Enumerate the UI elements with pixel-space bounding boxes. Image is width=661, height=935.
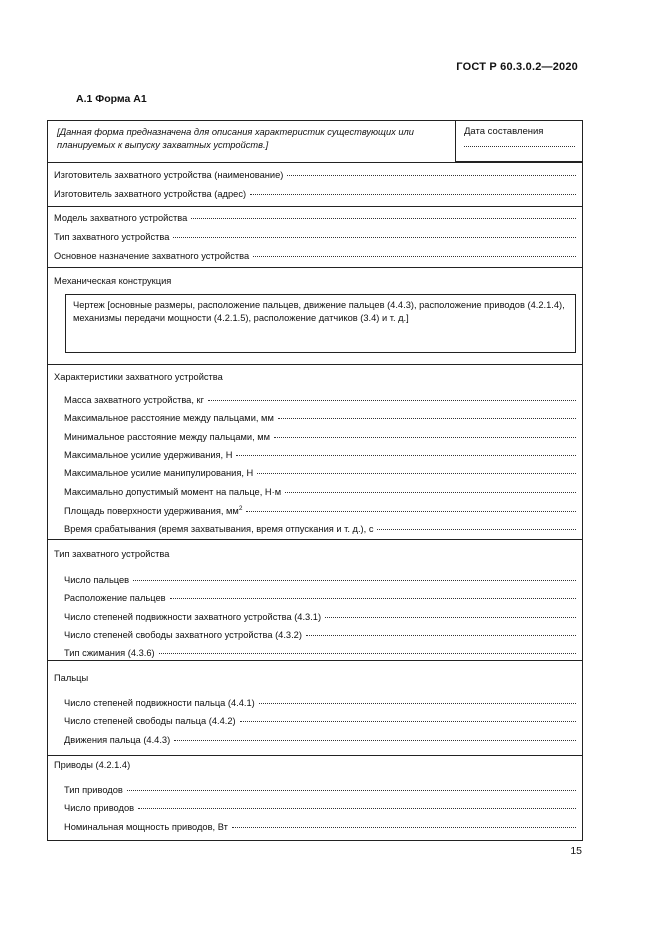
form-row-mass[interactable] xyxy=(64,395,576,405)
row-label: Число степеней свободы захватного устройства (4.3.2) xyxy=(64,630,302,640)
row-label: Максимально допустимый момент на пальце, Н·м xyxy=(64,487,282,497)
fill-line[interactable] xyxy=(170,598,576,599)
row-label: Тип приводов xyxy=(64,785,123,795)
form-row-finger-motion[interactable] xyxy=(64,735,576,745)
row-label: Изготовитель захватного устройства (наименование) xyxy=(54,170,284,180)
fill-line[interactable] xyxy=(173,237,576,238)
row-label: Расположение пальцев xyxy=(64,593,166,603)
form-row-holding-area[interactable] xyxy=(64,506,576,516)
section-title-fingers: Пальцы xyxy=(54,673,89,683)
row-label: Изготовитель захватного устройства (адрес) xyxy=(54,189,247,199)
form-row-manufacturer-name[interactable] xyxy=(54,170,576,180)
fill-line[interactable] xyxy=(191,218,576,219)
divider xyxy=(48,660,582,661)
fill-line[interactable] xyxy=(250,194,576,195)
form-row-model[interactable] xyxy=(54,213,576,223)
row-label xyxy=(64,506,244,516)
form-frame xyxy=(47,120,583,841)
section-title-drives: Приводы (4.2.1.4) xyxy=(54,760,131,770)
row-label: Номинальная мощность приводов, Вт xyxy=(64,822,228,832)
row-label: Число пальцев xyxy=(64,575,130,585)
fill-line[interactable] xyxy=(274,437,576,438)
divider xyxy=(48,267,582,268)
row-label: Максимальное усилие удерживания, Н xyxy=(64,450,233,460)
form-row-response-time[interactable] xyxy=(64,524,576,534)
fill-line[interactable] xyxy=(246,511,576,512)
section-title-gripper-type: Тип захватного устройства xyxy=(54,549,170,559)
form-row-drive-type[interactable] xyxy=(64,785,576,795)
drawing-instructions: Чертеж [основные размеры, расположение пальцев, движение пальцев (4.4.3), расположение приводов (4.2.1.4), механизмы передачи мощности (4.2.1.5), расположение датчиков (3.4) и т. д.] xyxy=(73,300,565,323)
fill-line[interactable] xyxy=(127,790,576,791)
row-label: Максимальное расстояние между пальцами, мм xyxy=(64,413,274,423)
divider xyxy=(48,206,582,207)
fill-line[interactable] xyxy=(174,740,576,741)
date-field[interactable] xyxy=(464,146,575,147)
row-label: Число степеней свободы пальца (4.4.2) xyxy=(64,716,236,726)
form-row-finger-arrangement[interactable] xyxy=(64,593,576,603)
form-row-finger-mobility[interactable] xyxy=(64,698,576,708)
form-row-finger-dof[interactable] xyxy=(64,716,576,726)
form-row-drive-count[interactable] xyxy=(64,803,576,813)
fill-line[interactable] xyxy=(133,580,576,581)
form-row-max-finger-torque[interactable] xyxy=(64,487,576,497)
section-title-mechanical: Механическая конструкция xyxy=(54,276,172,286)
form-row-gripper-mobility[interactable] xyxy=(64,612,576,622)
fill-line[interactable] xyxy=(240,721,576,722)
form-row-grip-type[interactable] xyxy=(64,648,576,658)
form-row-max-manipulation-force[interactable] xyxy=(64,468,576,478)
form-row-finger-count[interactable] xyxy=(64,575,576,585)
date-box xyxy=(455,120,583,162)
fill-line[interactable] xyxy=(325,617,576,618)
fill-line[interactable] xyxy=(236,455,576,456)
row-label: Масса захватного устройства, кг xyxy=(64,395,204,405)
form-title: А.1 Форма А1 xyxy=(76,93,147,105)
fill-line[interactable] xyxy=(259,703,576,704)
fill-line[interactable] xyxy=(285,492,576,493)
form-row-max-holding-force[interactable] xyxy=(64,450,576,460)
form-row-drive-power[interactable] xyxy=(64,822,576,832)
fill-line[interactable] xyxy=(232,827,576,828)
date-label: Дата составления xyxy=(464,126,544,137)
section-title-characteristics: Характеристики захватного устройства xyxy=(54,372,223,382)
form-note: [Данная форма предназначена для описания характеристик существующих или планируемых к выпуску захватных устройств.] xyxy=(57,127,414,150)
document-id: ГОСТ Р 60.3.0.2—2020 xyxy=(456,61,578,73)
row-label: Тип сжимания (4.3.6) xyxy=(64,648,155,658)
fill-line[interactable] xyxy=(253,256,576,257)
row-label: Число приводов xyxy=(64,803,135,813)
fill-line[interactable] xyxy=(287,175,576,176)
row-label: Минимальное расстояние между пальцами, мм xyxy=(64,432,271,442)
drawing-box[interactable] xyxy=(65,294,576,353)
form-row-gripper-dof[interactable] xyxy=(64,630,576,640)
row-label-text: Площадь поверхности удерживания, мм xyxy=(64,506,239,516)
divider xyxy=(48,162,582,163)
superscript: 2 xyxy=(238,504,243,512)
fill-line[interactable] xyxy=(138,808,576,809)
form-row-max-finger-distance[interactable] xyxy=(64,413,576,423)
divider xyxy=(48,755,582,756)
fill-line[interactable] xyxy=(257,473,576,474)
form-row-min-finger-distance[interactable] xyxy=(64,432,576,442)
row-label: Максимальное усилие манипулирования, Н xyxy=(64,468,254,478)
divider xyxy=(48,364,582,365)
fill-line[interactable] xyxy=(278,418,576,419)
fill-line[interactable] xyxy=(159,653,576,654)
page-number: 15 xyxy=(570,845,582,857)
row-label: Число степеней подвижности захватного устройства (4.3.1) xyxy=(64,612,322,622)
divider xyxy=(48,539,582,540)
row-label: Время срабатывания (время захватывания, время отпускания и т. д.), с xyxy=(64,524,374,534)
fill-line[interactable] xyxy=(377,529,576,530)
fill-line[interactable] xyxy=(208,400,576,401)
row-label: Движения пальца (4.4.3) xyxy=(64,735,171,745)
fill-line[interactable] xyxy=(306,635,576,636)
row-label: Тип захватного устройства xyxy=(54,232,170,242)
form-row-manufacturer-address[interactable] xyxy=(54,189,576,199)
row-label: Модель захватного устройства xyxy=(54,213,188,223)
row-label: Основное назначение захватного устройства xyxy=(54,251,250,261)
form-row-type[interactable] xyxy=(54,232,576,242)
row-label: Число степеней подвижности пальца (4.4.1) xyxy=(64,698,255,708)
form-row-purpose[interactable] xyxy=(54,251,576,261)
